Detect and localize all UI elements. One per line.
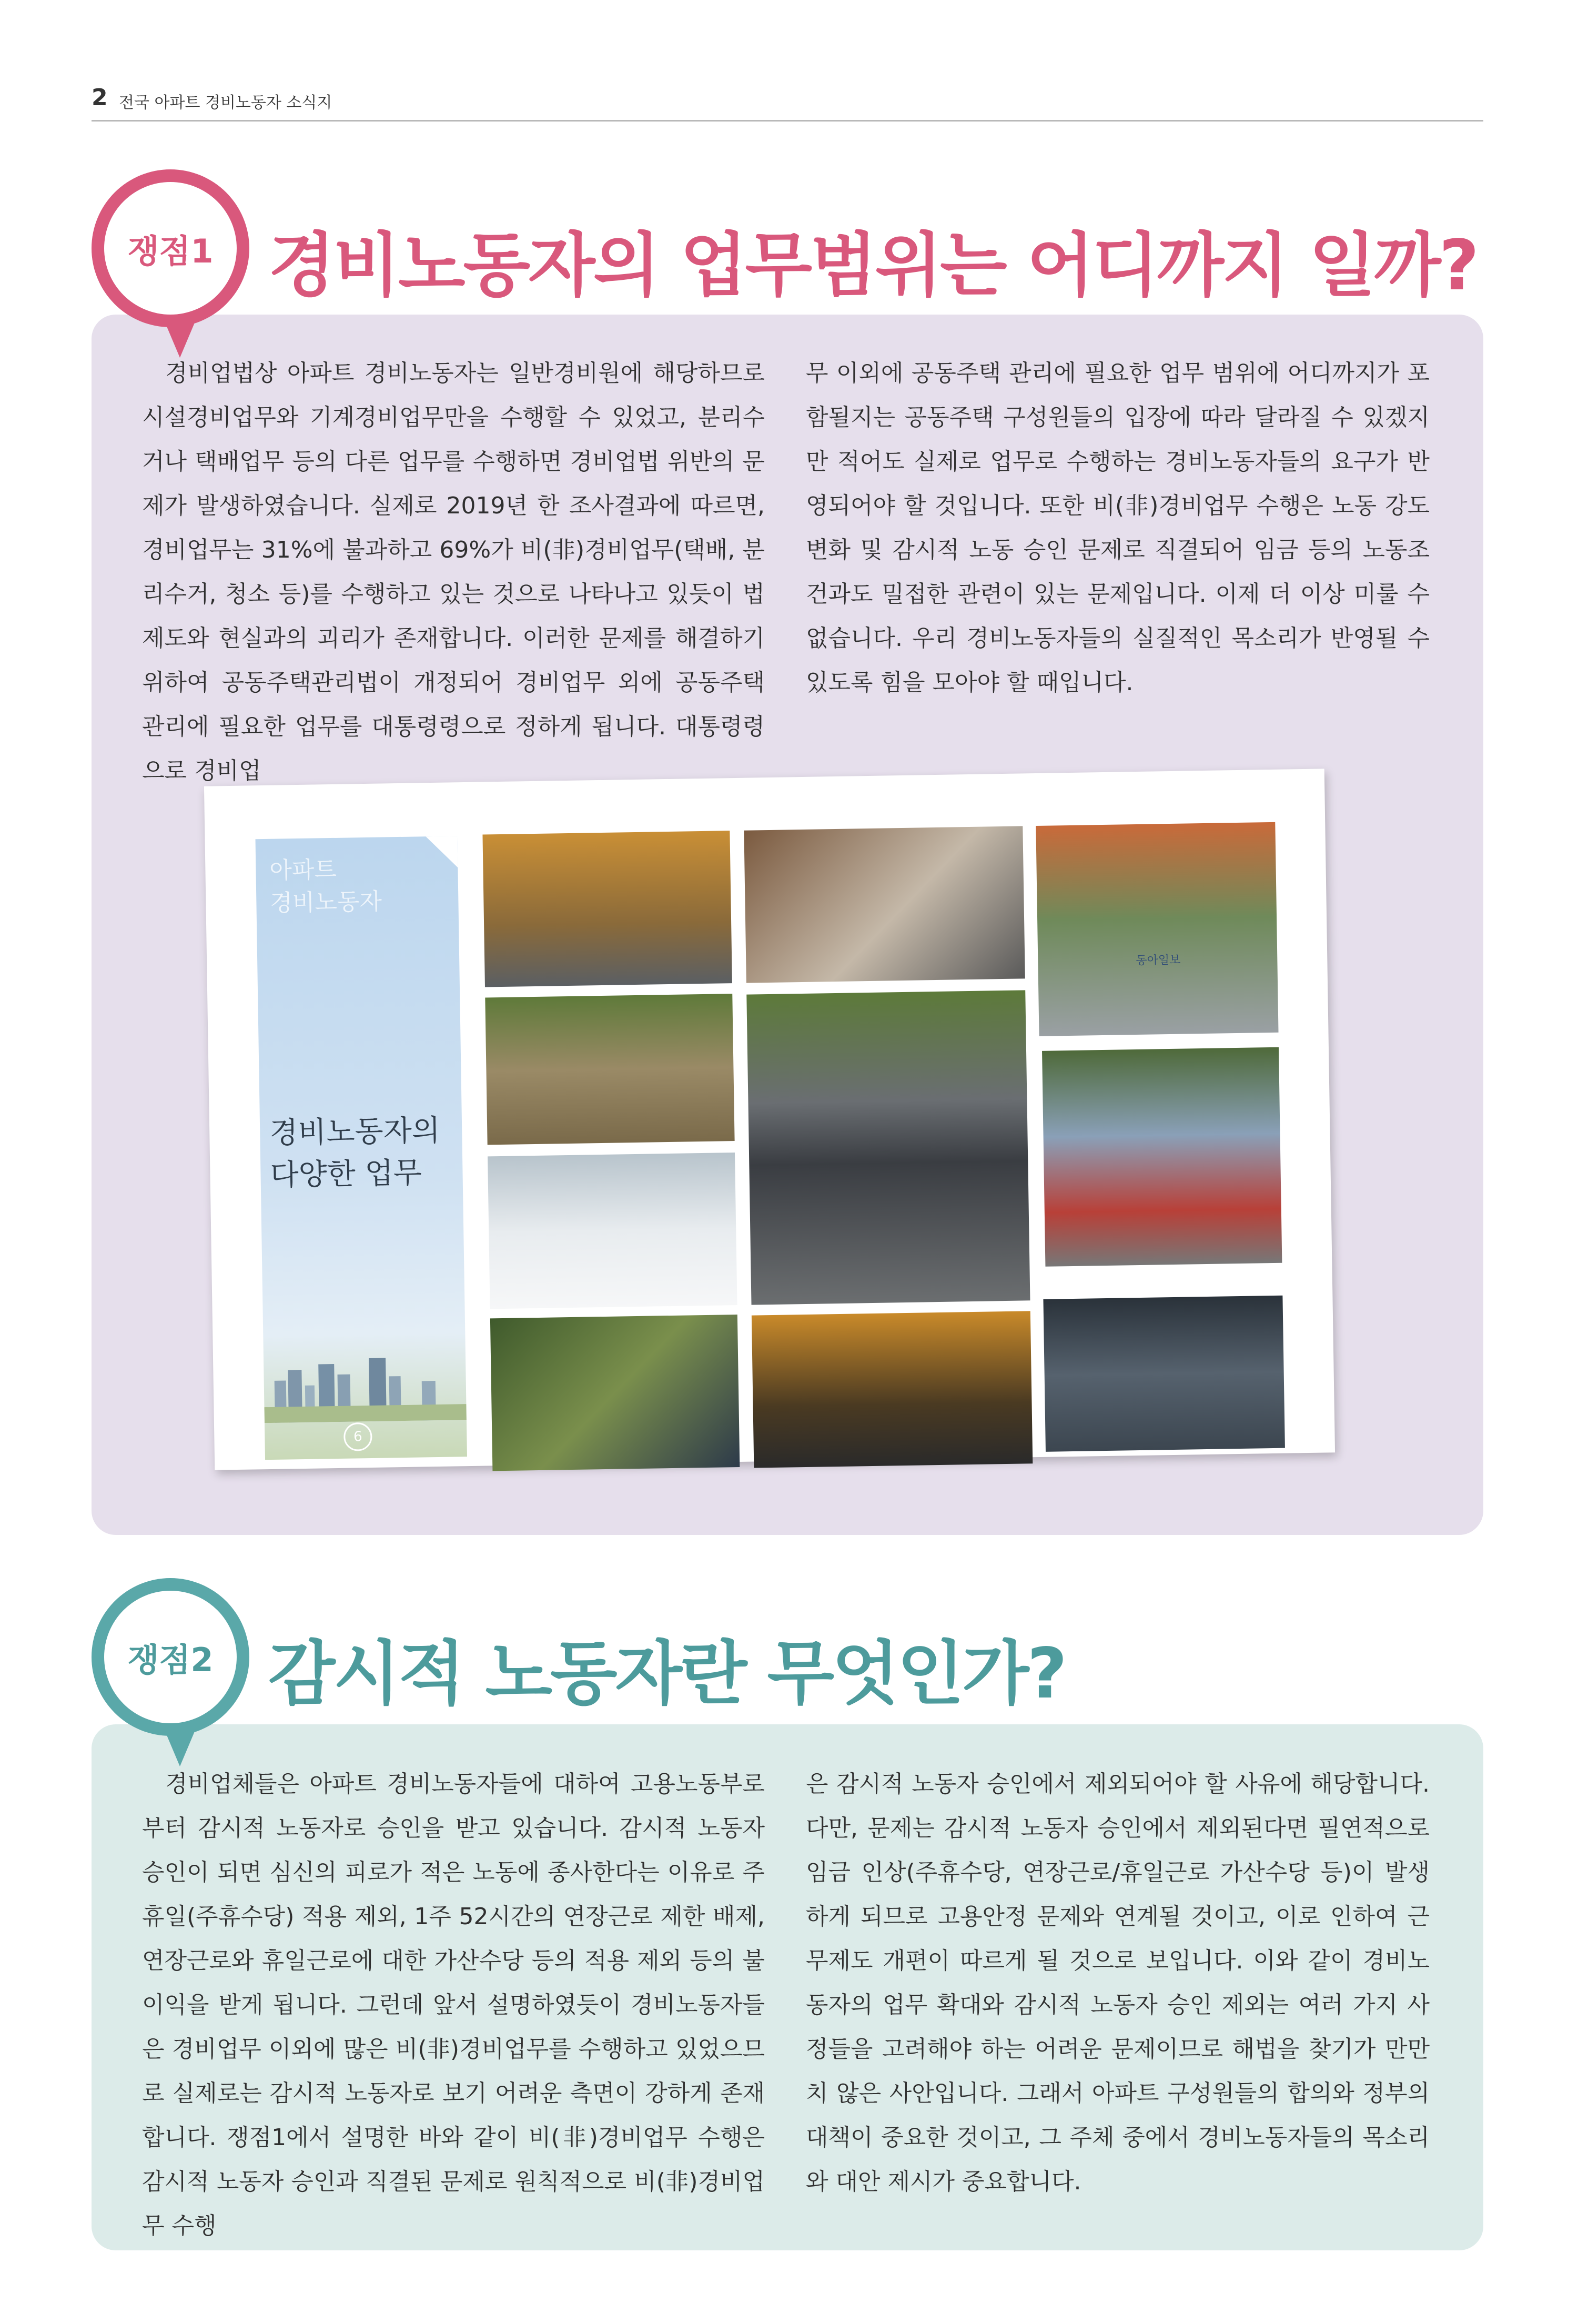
photo-sandbags [485,994,734,1145]
photo-tree-pruning [490,1315,740,1471]
city-skyline-illustration [264,1346,467,1423]
publication-title: 전국 아파트 경비노동자 소식지 [119,94,332,112]
badge-pointer [160,1719,200,1766]
section1-title: 경비노동자의 업무범위는 어디까지 일까? [268,225,1478,306]
photo-night-patrol [752,1311,1033,1468]
photo-snow-clearing [488,1153,737,1309]
collage-cover [256,836,467,1460]
section1-badge [92,169,249,327]
cover-page-number: 6 [343,1422,372,1451]
bin-label-text: 동아일보 [1136,953,1181,968]
page-number: 2 [92,84,108,111]
cover-ghost-line2: 경비노동자 [270,888,382,917]
section2-left-column [142,1762,765,2248]
section2-badge-label: 쟁점2 [104,1591,237,1723]
cover-ghost-text [269,853,382,920]
cover-title-line1: 경비노동자의 [269,1113,441,1150]
section1-left-column [142,351,765,793]
photo-collage [204,769,1335,1470]
section1-right-paragraph: 무 이외에 공동주택 관리에 필요한 업무 범위에 어디까지가 포함될지는 공동주택 구성원들의 입장에 따라 달라질 수 있겠지만 적어도 실제로 업무로 수행하는 경비노동자들의 요구가 반영되어야 할 것입니다. 또한 비(非)경비업무 수행은 노동 강도 변화 및 감시적 노동 승인 문제로 직결되어 임금 등의 노동조건과도 밀접한 관련이 있는 문제입니다. 이제 더 이상 미룰 수 없습니다. 우리 경비노동자들의 실질적인 목소리가 반영될 수 있도록 힘을 모아야 할 때입니다. [806,360,1430,696]
badge-pointer [160,310,200,358]
section2-title: 감시적 노동자란 무엇인가? [268,1633,1066,1714]
cover-fold [426,836,458,868]
page-header [92,84,1483,122]
section2-badge [92,1578,249,1736]
cover-title-line2: 다양한 업무 [270,1156,422,1193]
photo-sweeper [1042,1047,1282,1267]
section2-right-column [806,1762,1430,2204]
section1-left-paragraph: 경비업법상 아파트 경비노동자는 일반경비원에 해당하므로 시설경비업무와 기계경비업무만을 수행할 수 있었고, 분리수거나 택배업무 등의 다른 업무를 수행하면 경비업법 위반의 문제가 발생하였습니다. 실제로 2019년 한 조사결과에 따르면, 경비업무는 31%에 불과하고 69%가 비(非)경비업무(택배, 분리수거, 청소 등)를 수행하고 있는 것으로 나타나고 있듯이 법제도와 현실과의 괴리가 존재합니다. 이러한 문제를 해결하기 위하여 공동주택관리법이 개정되어 경비업무 외에 공동주택 관리에 필요한 업무를 대통령령으로 정하게 됩니다. 대통령령으로 경비업 [142,360,765,784]
photo-parcel-handling [744,826,1025,983]
photo-cctv-room [1043,1296,1284,1452]
section2-right-paragraph: 은 감시적 노동자 승인에서 제외되어야 할 사유에 해당합니다. 다만, 문제는 감시적 노동자 승인에서 제외된다면 필연적으로 임금 인상(주휴수당, 연장근로/휴일근로 가산수당 등)이 발생하게 되므로 고용안정 문제와 연계될 것이고, 이로 인하여 근무제도 개편이 따르게 될 것으로 보입니다. 이와 같이 경비노동자의 업무 확대와 감시적 노동자 승인 제외는 여러 가지 사정들을 고려해야 하는 어려운 문제이므로 해법을 찾기가 만만치 않은 사안입니다. 그래서 아파트 구성원들의 합의와 정부의 대책이 중요한 것이고, 그 주체 중에서 경비노동자들의 목소리와 대안 제시가 중요합니다. [806,1771,1430,2195]
photo-pushing-car [746,990,1030,1305]
cover-title [269,1110,441,1197]
cover-ghost-line1: 아파트 [269,856,337,884]
photo-recycling-bins [1036,822,1278,1036]
section2-left-paragraph: 경비업체들은 아파트 경비노동자들에 대하여 고용노동부로부터 감시적 노동자로 승인을 받고 있습니다. 감시적 노동자 승인이 되면 심신의 피로가 적은 노동에 종사한다는 이유로 주휴일(주휴수당) 적용 제외, 1주 52시간의 연장근로 제한 배제, 연장근로와 휴일근로에 대한 가산수당 등의 적용 제외 등의 불이익을 받게 됩니다. 그런데 앞서 설명하였듯이 경비노동자들은 경비업무 이외에 많은 비(非)경비업무를 수행하고 있었으므로 실제로는 감시적 노동자로 보기 어려운 측면이 강하게 존재합니다. 쟁점1에서 설명한 바와 같이 비(非)경비업무 수행은 감시적 노동자 승인과 직결된 문제로 원칙적으로 비(非)경비업무 수행 [142,1771,765,2239]
section1-badge-label: 쟁점1 [104,182,237,315]
section1-right-column [806,351,1430,705]
photo-traffic-guard [482,831,732,987]
